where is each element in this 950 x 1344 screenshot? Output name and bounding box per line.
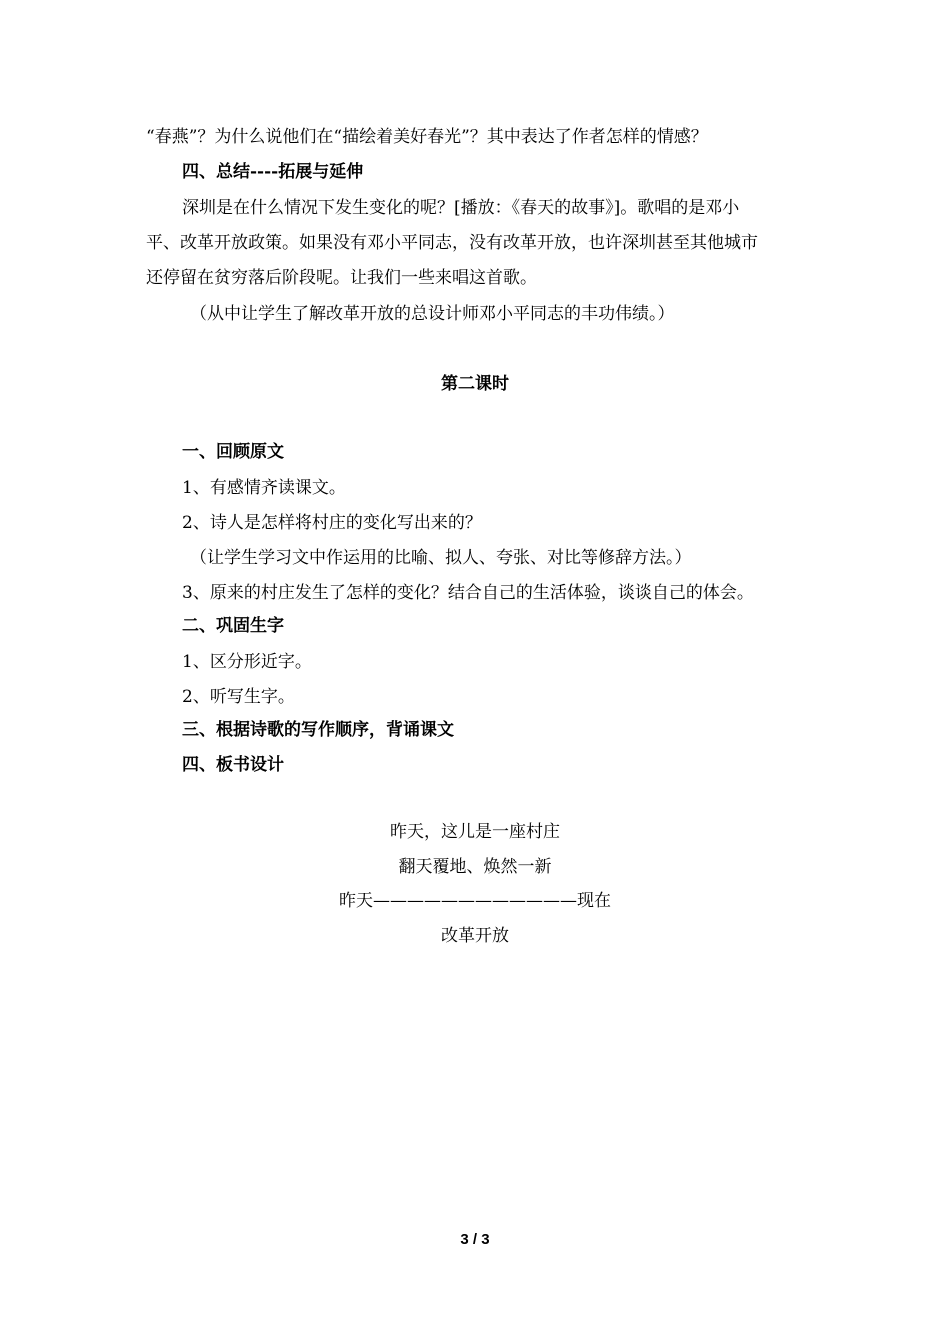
teaching-note: （从中让学生了解改革开放的总设计师邓小平同志的丰功伟绩。） (190, 304, 675, 324)
board-line: 翻天覆地、焕然一新 (398, 857, 552, 877)
paragraph-line: 深圳是在什么情况下发生变化的呢？[播放：《春天的故事》]。歌唱的是邓小 (182, 198, 740, 218)
question-continuation: “春燕”？为什么说他们在“描绘着美好春光”？其中表达了作者怎样的情感？ (146, 127, 708, 147)
paragraph-line: 平、改革开放政策。如果没有邓小平同志，没有改革开放，也许深圳甚至其他城市 (146, 233, 758, 253)
board-line: 改革开放 (441, 926, 509, 946)
list-item: 1、区分形近字。 (182, 652, 312, 672)
lesson-title: 第二课时 (441, 374, 509, 394)
section-heading-characters: 二、巩固生字 (182, 616, 284, 636)
teaching-note: （让学生学习文中作运用的比喻、拟人、夸张、对比等修辞方法。） (190, 548, 692, 568)
page-number: 3 / 3 (460, 1231, 490, 1248)
board-line: 昨天，这儿是一座村庄 (390, 822, 560, 842)
paragraph-line: 还停留在贫穷落后阶段呢。让我们一些来唱这首歌。 (146, 268, 537, 288)
list-item: 3、原来的村庄发生了怎样的变化？结合自己的生活体验，谈谈自己的体会。 (182, 583, 754, 603)
section-heading-review: 一、回顾原文 (182, 442, 284, 462)
list-item: 1、有感情齐读课文。 (182, 478, 346, 498)
section-heading-recite: 三、根据诗歌的写作顺序，背诵课文 (182, 720, 454, 740)
list-item: 2、听写生字。 (182, 687, 295, 707)
board-line: 昨天————————————现在 (339, 891, 611, 911)
list-item: 2、诗人是怎样将村庄的变化写出来的？ (182, 513, 482, 533)
section-heading-summary: 四、总结----拓展与延伸 (182, 162, 364, 182)
section-heading-board: 四、板书设计 (182, 755, 284, 775)
